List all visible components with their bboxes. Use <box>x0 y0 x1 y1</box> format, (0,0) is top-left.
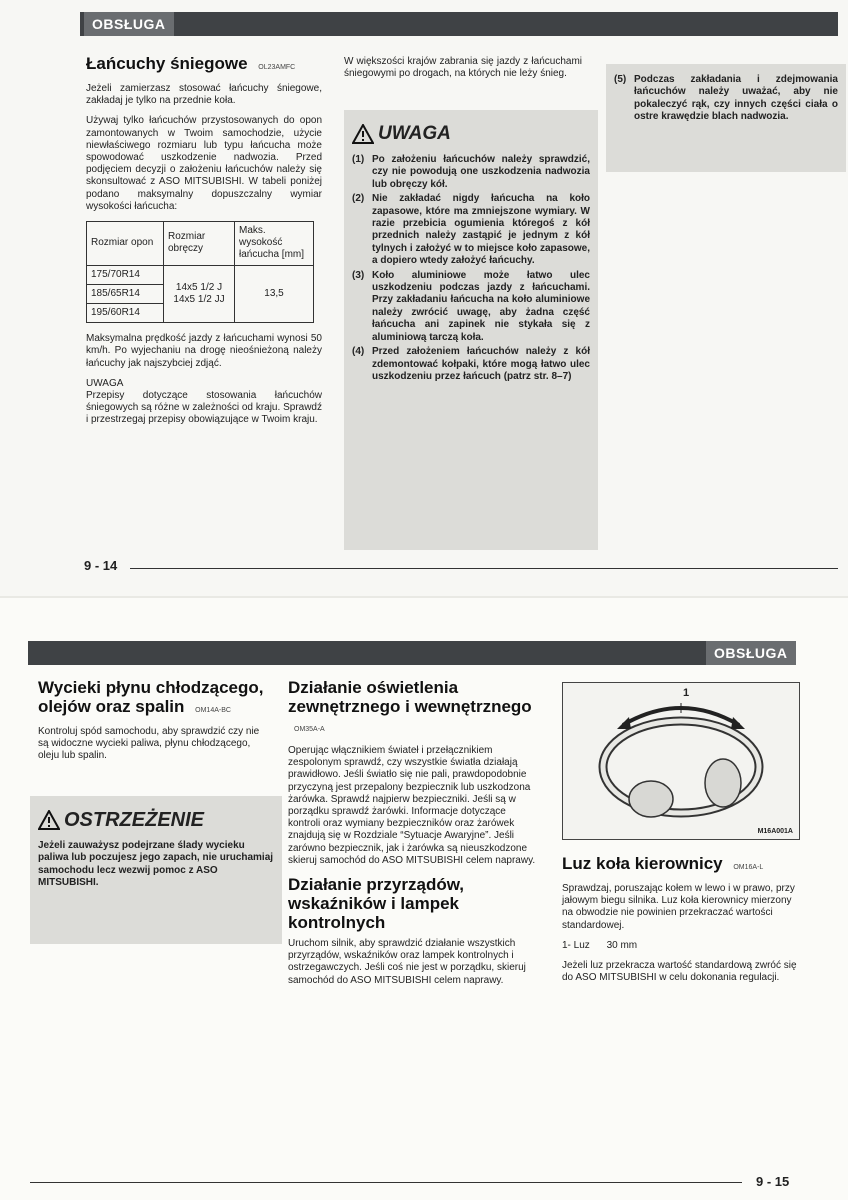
height-cell: 13,5 <box>235 265 314 323</box>
uwaga-box-continued <box>606 64 846 172</box>
paragraph: W większości krajów zabrania się jazdy z łańcuchami śniegowymi po drogach, na których nie leży śnieg. <box>344 56 582 80</box>
steering-wheel-illustration <box>562 682 800 840</box>
note-text: Przepisy dotyczące stosowania łańcuchów śniegowych są różne w zależności od kraju. Sprawdź i przestrzegaj przepisy obowiązujące w Twoim kraju. <box>86 390 322 426</box>
table-header: Rozmiar obręczy <box>164 222 235 266</box>
table-cell: 195/60R14 <box>87 304 164 323</box>
steering-section <box>562 854 800 992</box>
paragraph: Uruchom silnik, aby sprawdzić działanie wszystkich przyrządów, wskaźników oraz lampek kontrolnych i ostrzegawczych. Jeśli coś nie jest w porządku, skieruj samochód do ASO MITSUBISHI celem naprawy. <box>288 938 526 986</box>
item-number: (3) <box>352 269 365 281</box>
warning-title: OSTRZEŻENIE <box>64 808 205 831</box>
item-text: Podczas zakładania i zdejmowania łańcuchów należy uważać, aby nie pokaleczyć rąk, czy innych części ciała o ostre krawędzie blach nadwozia. <box>634 74 838 123</box>
uwaga-title: UWAGA <box>378 122 451 144</box>
rim-cell <box>164 265 235 323</box>
list-item <box>614 74 838 124</box>
section-tab: OBSŁUGA <box>84 12 174 36</box>
paragraph: Jeżeli zamierzasz stosować łańcuchy śniegowe, zakładaj je tylko na przednie koła. <box>86 83 322 107</box>
section-code: OM16A-L <box>733 864 764 871</box>
snow-chains-section <box>86 54 322 435</box>
header-bar <box>28 641 796 665</box>
footer-line <box>130 568 838 569</box>
warning-heading <box>38 810 274 830</box>
rim-value: 14x5 1/2 JJ <box>173 293 225 305</box>
section-code: OM14A-BC <box>195 707 231 714</box>
steering-wheel-icon <box>563 683 799 839</box>
middle-column <box>344 56 582 88</box>
lights-section <box>288 678 538 995</box>
spec-label: 1- Luz <box>562 939 590 951</box>
chain-size-table <box>86 221 314 323</box>
title-text: Luz koła kierownicy <box>562 854 723 873</box>
uwaga-box <box>344 110 598 550</box>
uwaga-heading <box>352 124 590 144</box>
header-bar <box>80 12 838 36</box>
page-9-14 <box>0 0 848 598</box>
table-cell: 175/70R14 <box>87 265 164 284</box>
paragraph: Kontroluj spód samochodu, aby sprawdzić czy nie są widoczne wycieki paliwa, płynu chłodzącego, oleju lub spalin. <box>38 726 260 762</box>
footer-line <box>30 1182 742 1183</box>
section-tab: OBSŁUGA <box>706 641 796 665</box>
section-title <box>288 678 538 739</box>
list-item <box>352 270 590 344</box>
warning-text: Jeżeli zauważysz podejrzane ślady wycieku paliwa lub poczujesz jego zapach, nie uruchamiaj samochodu lecz wezwij pomoc z ASO MITSUBISHI. <box>38 840 274 889</box>
uwaga-list-continued <box>614 74 838 124</box>
paragraph: Jeżeli luz przekracza wartość standardową zwróć się do ASO MITSUBISHI w celu dokonania regulacji. <box>562 960 797 984</box>
paragraph: Używaj tylko łańcuchów przystosowanych do opon zamontowanych w Twoim samochodzie, użycie niewłaściwego rozmiaru lub typu łańcucha może spowodować uszkodzenie nadwozia. Przed podjęciem decyzji o założeniu łańcuchów należy się skonsultować z ASO MITSUBISHI. W tabeli poniżej podano maksymalny dopuszczalny wymiar wysokości łańcucha: <box>86 115 322 212</box>
title-text: Działanie oświetlenia zewnętrznego i wewnętrznego <box>288 678 532 716</box>
section-code: OM35A-A <box>294 726 325 733</box>
list-item <box>352 154 590 191</box>
item-text: Przed założeniem łańcuchów należy z kół zdemontować kołpaki, które mogą łatwo ulec uszkodzeniu przez łańcuch (patrz str. 8–7) <box>372 346 590 382</box>
section-title <box>38 678 270 720</box>
leaks-section <box>38 678 270 771</box>
item-number: (5) <box>614 74 627 85</box>
table-header: Maks. wysokość łańcucha [mm] <box>235 222 314 266</box>
callout-label: 1 <box>683 687 690 699</box>
title-text: Łańcuchy śniegowe <box>86 54 248 73</box>
page-number: 9 - 14 <box>84 558 118 573</box>
title-text: Wycieki płynu chłodzącego, olejów oraz spalin <box>38 678 264 716</box>
item-text: Po założeniu łańcuchów należy sprawdzić, czy nie powodują one uszkodzenia nadwozia lub obręczy kół. <box>372 154 590 190</box>
section-title: Działanie przyrządów, wskaźników i lampek kontrolnych <box>288 875 465 933</box>
rim-value: 14x5 1/2 J <box>175 281 223 293</box>
section-title <box>86 54 322 77</box>
table-cell: 185/65R14 <box>87 284 164 303</box>
page-number: 9 - 15 <box>756 1174 790 1189</box>
item-number: (4) <box>352 346 365 358</box>
section-title <box>562 854 800 877</box>
paragraph: Maksymalna prędkość jazdy z łańcuchami wynosi 50 km/h. Po wyjechaniu na drogę nieośnieżoną należy łańcuchy jak najszybciej zdjąć. <box>86 333 322 369</box>
page-9-15 <box>0 598 848 1200</box>
figure-id: M16A001A <box>757 828 793 835</box>
table-row <box>87 265 314 284</box>
note-title: UWAGA <box>86 377 124 389</box>
item-number: (2) <box>352 193 365 205</box>
spec-value: 30 mm <box>606 939 638 951</box>
section-code: OL23AMFC <box>258 64 296 71</box>
list-item <box>352 346 590 383</box>
spec-line <box>562 940 800 952</box>
paragraph: Operując włącznikiem świateł i przełącznikiem zespolonym sprawdź, czy wszystkie światła działają prawidłowo. Jeśli światło się nie pali, prawdopodobnie przyczyną jest przepalony bezpiecznik lub uszkodzona żarówka. Sprawdź najpierw bezpieczniki. Jeśli są w porządku sprawdź żarówki. Informacje dotyczące kontroli oraz wymiany bezpieczników oraz żarówek znajdują się w Rozdziale “Sytuacje Awaryjne”. Jeśli zarówno bezpiecznik, jak i żarówka są nieuszkodzone skieruj samochód do ASO MITSUBISHI celem naprawy. <box>288 745 536 866</box>
paragraph: Sprawdzaj, poruszając kołem w lewo i w prawo, przy jałowym biegu silnika. Luz koła kierownicy mierzony na obwodzie nie powinien przekraczać wartości standardowej. <box>562 883 795 931</box>
item-text: Koło aluminiowe może łatwo ulec uszkodzeniu podczas jazdy z łańcuchami. Przy zakładaniu łańcucha na koło aluminiowe należy zwrócić uwagę, aby żadna część łańcucha ani zapinek nie stykała się z aluminiową tarczą koła. <box>372 269 590 343</box>
warning-box <box>30 796 282 944</box>
item-text: Nie zakładać nigdy łańcucha na koło zapasowe, które ma zmniejszone wymiary. W razie przebicia ogumienia któregoś z kół przednich należy zastąpić je jednym z kół tylnych i założyć w to miejsce koło zapasowe, a dopiero wtedy założyć łańcuchy. <box>372 193 590 267</box>
table-header-row <box>87 222 314 266</box>
warning-triangle-icon <box>38 810 60 830</box>
table-header: Rozmiar opon <box>87 222 164 266</box>
warning-triangle-icon <box>352 124 374 144</box>
uwaga-list <box>352 154 590 383</box>
list-item <box>352 193 590 267</box>
item-number: (1) <box>352 154 365 165</box>
